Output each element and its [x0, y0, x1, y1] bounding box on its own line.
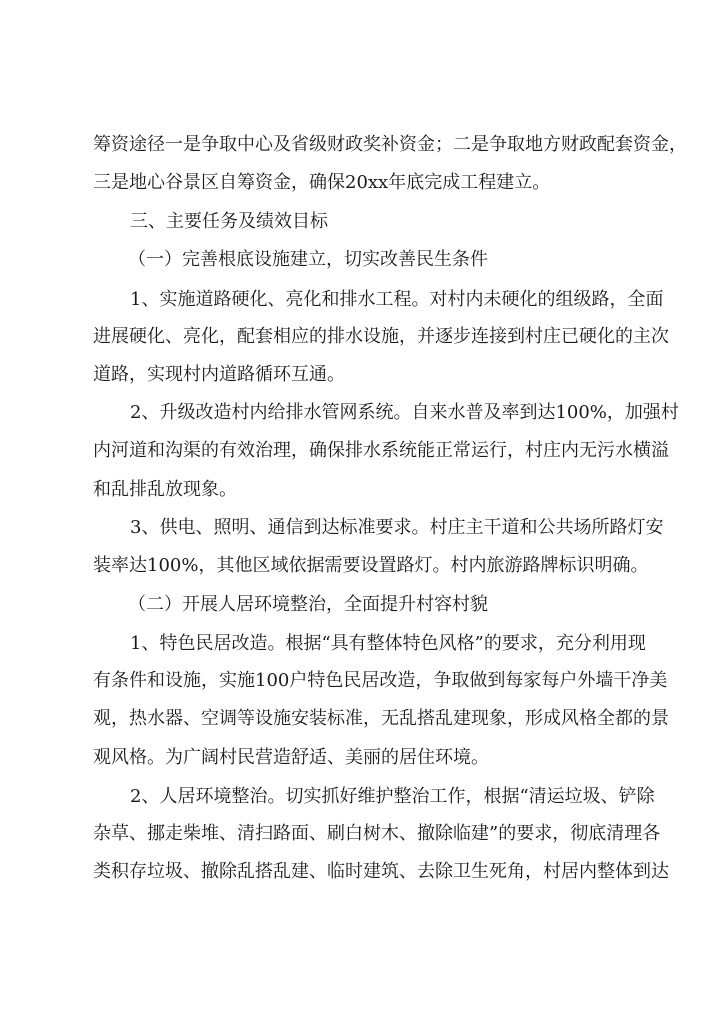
- text-line: 杂草、挪走柴堆、清扫路面、刷白树木、撤除临建”的要求，彻底清理各: [93, 823, 661, 844]
- text-line: 1、特色民居改造。根据“具有整体特色风格”的要求，充分利用现: [130, 633, 646, 654]
- text-line: 装率达100%，其他区域依据需要设置路灯。村内旅游路牌标识明确。: [93, 555, 649, 576]
- text-line: 和乱排乱放现象。: [93, 479, 237, 500]
- text-line: 筹资途径一是争取中心及省级财政奖补资金；二是争取地方财政配套资金，: [93, 134, 687, 155]
- text-line: 观风格。为广阔村民营造舒适、美丽的居住环境。: [93, 747, 489, 768]
- text-line: 进展硬化、亮化，配套相应的排水设施，并逐步连接到村庄已硬化的主次: [93, 326, 669, 347]
- subsection-heading: （二）开展人居环境整治，全面提升村容村貌: [128, 594, 488, 615]
- text-line: 观，热水器、空调等设施安装标准，无乱搭乱建现象，形成风格全都的景: [93, 708, 669, 729]
- subsection-heading: （一）完善根底设施建立，切实改善民生条件: [128, 249, 488, 270]
- text-line: 2、人居环境整治。切实抓好维护整治工作，根据“清运垃圾、铲除: [130, 786, 655, 807]
- text-line: 3、供电、照明、通信到达标准要求。村庄主干道和公共场所路灯安: [130, 517, 664, 538]
- text-line: 道路，实现村内道路循环互通。: [93, 364, 345, 385]
- section-heading: 三、主要任务及绩效目标: [130, 211, 328, 232]
- text-line: 类积存垃圾、撤除乱搭乱建、临时建筑、去除卫生死角，村居内整体到达: [93, 861, 669, 882]
- text-line: 1、实施道路硬化、亮化和排水工程。对村内未硬化的组级路，全面: [130, 289, 664, 310]
- text-line: 内河道和沟渠的有效治理，确保排水系统能正常运行，村庄内无污水横溢: [93, 440, 669, 461]
- text-line: 三是地心谷景区自筹资金，确保20xx年底完成工程建立。: [93, 172, 551, 193]
- text-line: 2、升级改造村内给排水管网系统。自来水普及率到达100%，加强村: [130, 402, 679, 423]
- text-line: 有条件和设施，实施100户特色民居改造，争取做到每家每户外墙干净美: [93, 670, 668, 691]
